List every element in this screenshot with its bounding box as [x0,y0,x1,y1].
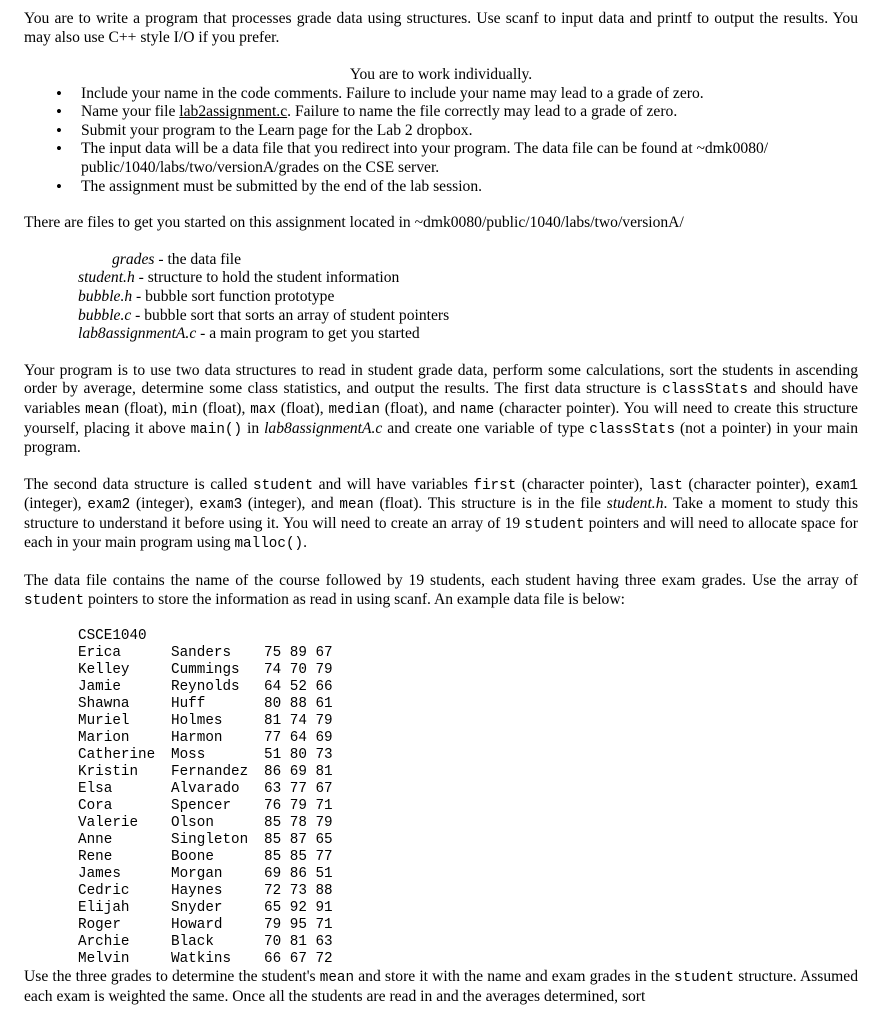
rule-item: • The input data will be a data file that you redirect into your program. The data file can be found at ~dmk0080/ public/1040/labs/two/versionA/grades on the CSE server. [24,140,858,177]
student-last-name: Alvarado [171,781,240,798]
mean-paragraph: Use the three grades to determine the student's mean and store it with the name and exam grades in the student structure. Assumed each exam is weighted the same. Once all the students are read in and the averages determined, sort [24,968,858,1005]
example-data-file [78,628,333,968]
student-last-name: Howard [171,917,223,934]
rules-list [24,85,858,197]
student-row [78,815,333,832]
file-item: bubble.c - bubble sort that sorts an array of student pointers [78,306,450,324]
student-grades: 85 85 77 [264,849,333,866]
student-row [78,866,333,883]
student-grades: 64 52 66 [264,679,333,696]
student-row [78,832,333,849]
student-last-name: Reynolds [171,679,240,696]
student-row [78,679,333,696]
student-row [78,713,333,730]
student-grades: 70 81 63 [264,934,333,951]
student-row [78,730,333,747]
student-row [78,951,333,968]
student-first-name: Roger [78,917,121,934]
intro-paragraph: You are to write a program that processes grade data using structures. Use scanf to input data and printf to output the results. You may also use C++ style I/O if you prefer. [24,10,858,46]
student-first-name: Rene [78,849,113,866]
student-first-name: Elijah [78,900,130,917]
student-grades: 69 86 51 [264,866,333,883]
student-row [78,798,333,815]
student-last-name: Olson [171,815,214,832]
student-first-name: Valerie [78,815,139,832]
rules-heading: You are to work individually. [349,66,533,83]
student-first-name: Kelley [78,662,130,679]
student-first-name: Jamie [78,679,121,696]
student-grades: 85 87 65 [264,832,333,849]
student-grades: 85 78 79 [264,815,333,832]
student-first-name: Muriel [78,713,130,730]
student-first-name: Melvin [78,951,130,968]
student-row [78,900,333,917]
student-grades: 51 80 73 [264,747,333,764]
student-last-name: Moss [171,747,206,764]
student-grades: 74 70 79 [264,662,333,679]
student-row [78,781,333,798]
student-last-name: Huff [171,696,206,713]
student-row [78,747,333,764]
student-last-name: Holmes [171,713,223,730]
student-grades: 81 74 79 [264,713,333,730]
student-first-name: Cedric [78,883,130,900]
student-last-name: Fernandez [171,764,249,781]
student-last-name: Haynes [171,883,223,900]
rule-item: • Name your file lab2assignment.c. Failure to name the file correctly may lead to a grade of zero. [24,103,858,122]
student-first-name: Marion [78,730,130,747]
student-grades: 72 73 88 [264,883,333,900]
student-grades: 77 64 69 [264,730,333,747]
student-row [78,764,333,781]
student-grades: 66 67 72 [264,951,333,968]
file-item: lab8assignmentA.c - a main program to get you started [78,325,420,343]
structures-paragraph-1: Your program is to use two data structures to read in student grade data, perform some calculations, sort the students in ascending order by average, determine some class statistics, and output the results. The first data structure is classStats and should have variables mean (float), min (float), max (float), median (float), and name (character pointer). You will need to create this structure yourself, placing it above main() in lab8assignmentA.c and create one variable of type classStats (not a pointer) in your main program. [24,361,859,457]
rule-item: • The assignment must be submitted by the end of the lab session. [24,178,858,197]
student-row [78,696,333,713]
student-last-name: Boone [171,849,214,866]
file-item: grades - the data file [112,250,242,268]
rule-item: • Submit your program to the Learn page for the Lab 2 dropbox. [24,122,858,141]
student-row [78,934,333,951]
file-item: student.h - structure to hold the student information [78,269,400,287]
student-row [78,662,333,679]
student-grades: 80 88 61 [264,696,333,713]
student-grades: 63 77 67 [264,781,333,798]
student-last-name: Morgan [171,866,223,883]
student-grades: 79 95 71 [264,917,333,934]
student-first-name: Catherine [78,747,156,764]
assignment-document [24,10,858,1006]
student-last-name: Snyder [171,900,223,917]
student-grades: 86 69 81 [264,764,333,781]
student-row [78,645,333,662]
starter-files-list [24,251,858,344]
student-first-name: Shawna [78,696,130,713]
filename-link: lab2assignment.c [179,103,288,121]
student-first-name: Anne [78,832,113,849]
structures-paragraph-2: The second data structure is called student and will have variables first (character pointer), last (character pointer), exam1 (integer), exam2 (integer), exam3 (integer), and mean (float). This structure is in the file student.h. Take a moment to study this structure to understand it before using it. You will need to create an array of 19 student pointers and will need to allocate space for each in your main program using malloc(). [24,475,859,553]
student-grades: 75 89 67 [264,645,333,662]
student-last-name: Harmon [171,730,223,747]
student-first-name: Cora [78,798,113,815]
student-row [78,883,333,900]
file-item: bubble.h - bubble sort function prototype [78,287,335,305]
student-last-name: Spencer [171,798,232,815]
student-first-name: Kristin [78,764,139,781]
data-file-paragraph: The data file contains the name of the course followed by 19 students, each student having three exam grades. Use the array of student pointers to store the information as read in using scanf. An example data file is below: [24,572,858,609]
student-first-name: Elsa [78,781,113,798]
rule-item: • Include your name in the code comments. Failure to include your name may lead to a grade of zero. [24,85,858,104]
student-last-name: Singleton [171,832,249,849]
course-row [78,628,333,645]
student-grades: 65 92 91 [264,900,333,917]
student-last-name: Sanders [171,645,232,662]
student-row [78,917,333,934]
files-intro: There are files to get you started on this assignment located in ~dmk0080/public/1040/labs/two/versionA/ [24,214,684,232]
student-last-name: Black [171,934,214,951]
student-last-name: Watkins [171,951,232,968]
student-first-name: James [78,866,121,883]
course-name: CSCE1040 [78,628,147,645]
student-first-name: Erica [78,645,121,662]
student-last-name: Cummings [171,662,240,679]
student-row [78,849,333,866]
student-grades: 76 79 71 [264,798,333,815]
student-first-name: Archie [78,934,130,951]
